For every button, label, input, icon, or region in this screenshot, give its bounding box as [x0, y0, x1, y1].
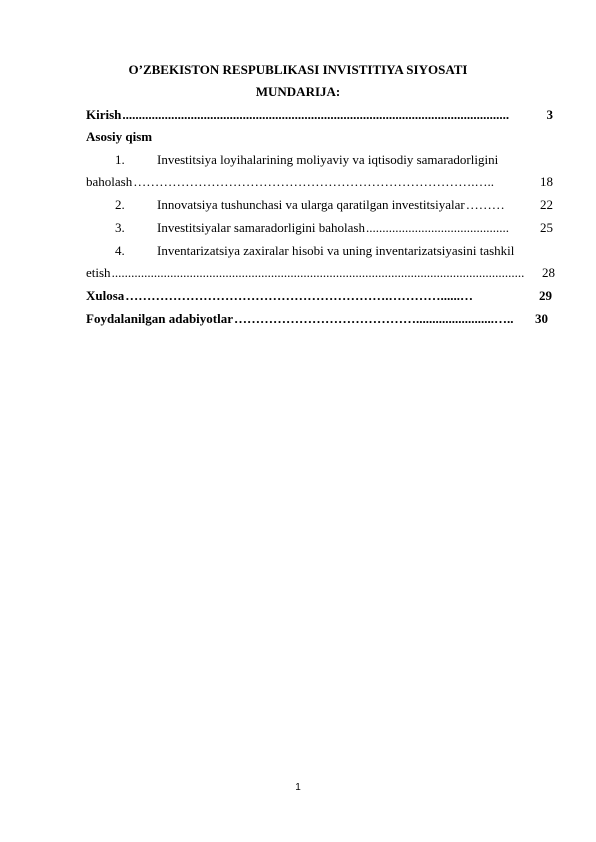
toc-entry-page: 22: [540, 197, 553, 212]
dot-leader: …………………………………………………………………….…..: [133, 174, 494, 189]
toc-section-heading: Asosiy qism: [86, 129, 153, 144]
toc-entry-page: 30: [535, 311, 548, 326]
dot-leader: .......................................................................................................................: [122, 107, 510, 122]
toc-heading: MUNDARIJA:: [255, 84, 341, 99]
toc-item-text-continued: etish: [86, 265, 111, 280]
toc-item-number: 3.: [115, 220, 125, 235]
toc-item-1: [86, 174, 553, 190]
toc-entry-page: 28: [542, 265, 555, 280]
toc-item-text: Investitsiyalar samaradorligini baholash: [157, 220, 365, 235]
dot-leader: …………………………………………………….…………......…: [125, 288, 474, 303]
toc-entry-label: Xulosa: [86, 288, 125, 303]
toc-item-text: Innovatsiya tushunchasi va ularga qaratilgan investitsiyalar: [157, 197, 465, 212]
toc-entry-label: Kirish: [86, 107, 122, 122]
toc-entry-conclusion: [86, 288, 552, 304]
toc-item-3: [157, 220, 553, 236]
toc-item-text: Inventarizatsiya zaxiralar hisobi va uning inventarizatsiyasini tashkil: [157, 243, 515, 258]
document-title: O’ZBEKISTON RESPUBLIKASI INVISTITIYA SIYOSATI: [128, 62, 468, 77]
toc-item-number: 2.: [115, 197, 125, 212]
toc-item-number: 1.: [115, 152, 125, 167]
toc-entry-page: 18: [540, 174, 553, 189]
toc-item-4: [86, 265, 555, 281]
toc-item-2: [157, 197, 553, 213]
toc-entry-intro: [86, 107, 553, 123]
toc-item-text: Investitsiya loyihalarining moliyaviy va iqtisodiy samaradorligini: [157, 152, 499, 167]
dot-leader: ………: [465, 197, 505, 212]
toc-item-number: 4.: [115, 243, 125, 258]
dot-leader: ...............................................................................................................................: [111, 265, 525, 280]
toc-entry-references: [86, 311, 548, 327]
toc-entry-label: Foydalanilgan adabiyotlar: [86, 311, 233, 326]
toc-entry-page: 29: [539, 288, 552, 303]
page-number: 1: [295, 782, 301, 793]
toc-item-text-continued: baholash: [86, 174, 133, 189]
toc-entry-page: 3: [546, 107, 553, 122]
toc-entry-page: 25: [540, 220, 553, 235]
dot-leader: ............................................: [365, 220, 509, 235]
dot-leader: ……………………………………........................…..: [234, 311, 514, 326]
